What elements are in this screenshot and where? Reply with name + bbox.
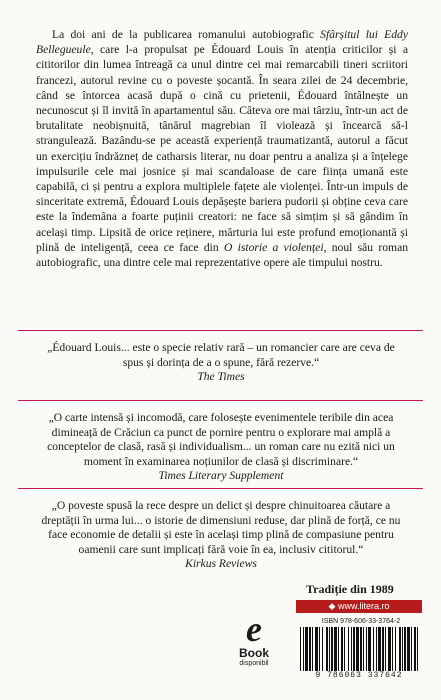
barcode-icon (298, 627, 420, 671)
globe-icon: ◆ (328, 601, 338, 611)
divider (18, 400, 423, 401)
book-title-1: Sfârșitul lui Eddy Bellegueule (36, 28, 408, 57)
blurb-text: , care l-a propulsat pe Édouard Louis în atenția criticilor și a cititorilor din lumea întreagă ca unul dintre cei mai remarcabili tineri scriitori francezi, autorul revine cu o poveste șocantă. În seara zilei de 24 decembrie, când se întorcea acasă după o cină cu prietenii, Édouard întâlnește un necunoscut și îl invită în apartamentul său. Câteva ore mai târziu, într-un act de brutalitate neobișnuită, tânărul magrebian îl violează și încearcă să-l strangulează. Bazându-se pe această experiență traumatizantă, autorul a făcut un exercițiu îndrăzneț de catharsis literar, nu doar pentru a analiza și a înțelege impulsurile cele mai josnice și mai scandaloase de care ființa umană este capabilă, ci și pentru a explora multiplele fațete ale violenței. Într-un impuls de sinceritate extremă, Édouard Louis depășește bariera pudorii și obține ceva care este la îndemâna a foarte puținii creatori: ne face să simțim și să gândim în același timp. Lipsită de orice reținere, mărturia lui este profund emoționantă și plină de inteligență, ceea ce face din (36, 43, 408, 254)
divider (18, 488, 423, 489)
review-quote-1 (40, 341, 402, 385)
publisher-badge (290, 582, 428, 680)
review-quote-2 (40, 411, 402, 484)
quote-source: Times Literary Supplement (158, 469, 284, 483)
quote-text: „O carte intensă și incomodă, care folosește evenimentele teribile din acea dimineață de Crăciun ca punct de pornire pentru o explorare mai amplă a conceptelor de clasă, rasă și individualism... un roman care nu ezită nici un moment în examinarea noțiunilor de clasă și discriminare.“ (47, 411, 395, 468)
ebook-e-icon: e (246, 609, 262, 649)
isbn-text: ISBN 978-606-33-3764-2 (321, 618, 401, 625)
quote-text: „Édouard Louis... este o specie relativ rară – un romancier care are ceva de spus și dorința de a o spune, fără rezerve.“ (47, 341, 395, 369)
ebook-logo (224, 609, 284, 667)
tradition-label: Tradiție din 1989 (306, 582, 394, 596)
review-quote-3 (40, 499, 402, 572)
quote-source: The Times (197, 370, 245, 384)
website-link[interactable] (296, 600, 422, 613)
blurb-text: , noul său roman autobiografic, una dintre cele mai reprezentative opere ale timpului nostru. (36, 240, 409, 270)
blurb-text: La doi ani de la publicarea romanului autobiografic (52, 28, 321, 41)
quote-source: Kirkus Reviews (185, 557, 257, 571)
quote-text: „O poveste spusă la rece despre un delict și despre chinuitoarea căutare a dreptății în urma lui... o istorie de dimensiuni reduse, dar plină de forță, ce nu face economie de detalii și este în același timp plină de compasiune pentru oamenii care sunt implicați fără voie în ea, inclusiv cititorul.“ (41, 499, 401, 556)
website-text: www.litera.ro (337, 601, 390, 611)
ebook-label: Book (239, 646, 269, 660)
divider (18, 330, 423, 331)
ebook-available: disponibil (239, 660, 269, 667)
book-blurb (36, 27, 408, 270)
book-title-2: O istorie a violenței (223, 240, 324, 254)
barcode-number: 9 786063 337642 (315, 671, 403, 680)
